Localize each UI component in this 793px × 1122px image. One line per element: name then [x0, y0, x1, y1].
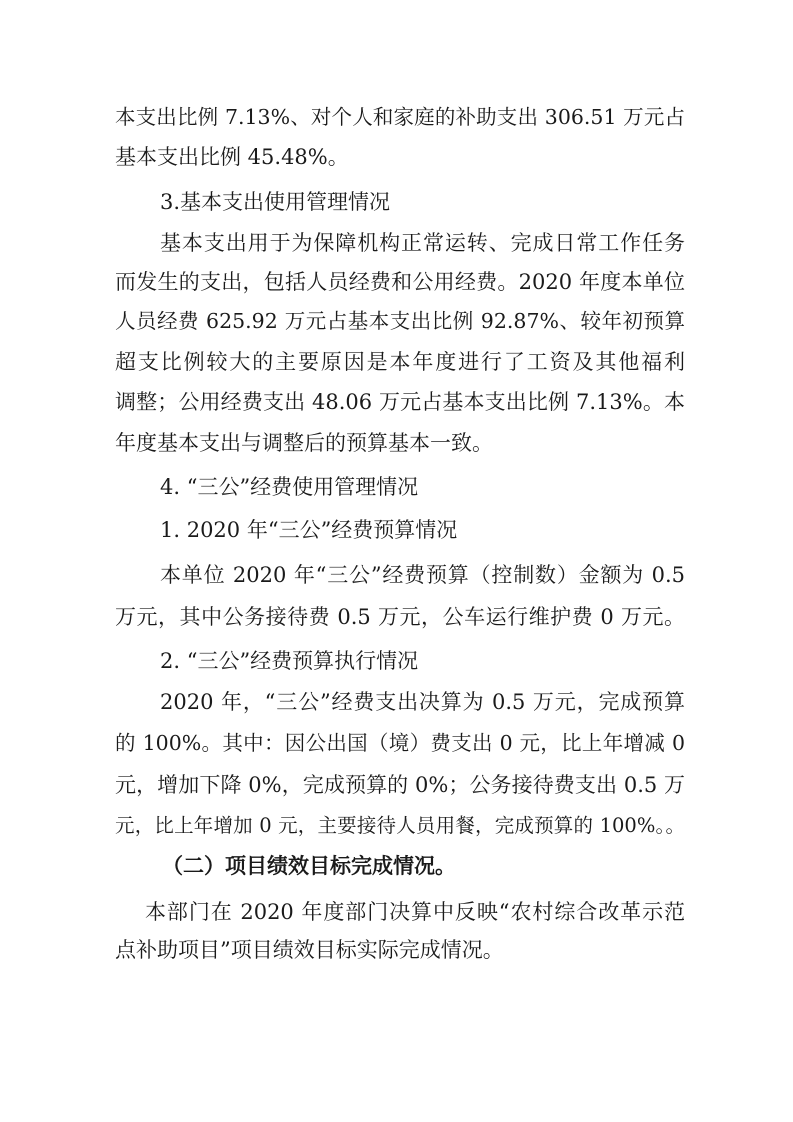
- body-text-line: 本部门在 2020 年度部门决算中反映“农村综合改革示范: [145, 900, 685, 924]
- body-text-line: 年度基本支出与调整后的预算基本一致。: [115, 431, 493, 455]
- body-text-line: 调整；公用经费支出 48.06 万元占基本支出比例 7.13%。本: [115, 390, 685, 414]
- body-text-line: 基本支出用于为保障机构正常运转、完成日常工作任务: [160, 231, 685, 255]
- body-text-line: 超支比例较大的主要原因是本年度进行了工资及其他福利: [115, 350, 685, 374]
- body-text-line: 人员经费 625.92 万元占基本支出比例 92.87%、较年初预算: [115, 309, 685, 333]
- body-text-line: 点补助项目”项目绩效目标实际完成情况。: [115, 938, 504, 962]
- body-text-line: 元，比上年增加 0 元，主要接待人员用餐，完成预算的 100%。。: [115, 814, 685, 837]
- body-text-line: 本支出比例 7.13%、对个人和家庭的补助支出 306.51 万元占: [115, 105, 685, 129]
- body-text-line: 而发生的支出，包括人员经费和公用经费。2020 年度本单位: [115, 270, 685, 294]
- body-text-line: 万元，其中公务接待费 0.5 万元，公车运行维护费 0 万元。: [115, 605, 685, 629]
- body-text-line: 2020 年，“三公”经费支出决算为 0.5 万元，完成预算: [160, 690, 685, 714]
- section-subheading: 3.基本支出使用管理情况: [160, 190, 391, 214]
- section-subheading: 4. “三公”经费使用管理情况: [160, 475, 419, 499]
- section-heading: （二）项目绩效目标完成情况。: [162, 854, 456, 878]
- section-subheading: 2. “三公”经费预算执行情况: [160, 649, 419, 673]
- body-text-line: 的 100%。其中：因公出国（境）费支出 0 元，比上年增减 0: [115, 731, 685, 755]
- body-text-line: 基本支出比例 45.48%。: [115, 145, 349, 169]
- section-subheading: 1. 2020 年“三公”经费预算情况: [160, 518, 458, 542]
- body-text-line: 元，增加下降 0%，完成预算的 0%；公务接待费支出 0.5 万: [115, 773, 685, 797]
- body-text-line: 本单位 2020 年“三公”经费预算（控制数）金额为 0.5: [160, 563, 685, 587]
